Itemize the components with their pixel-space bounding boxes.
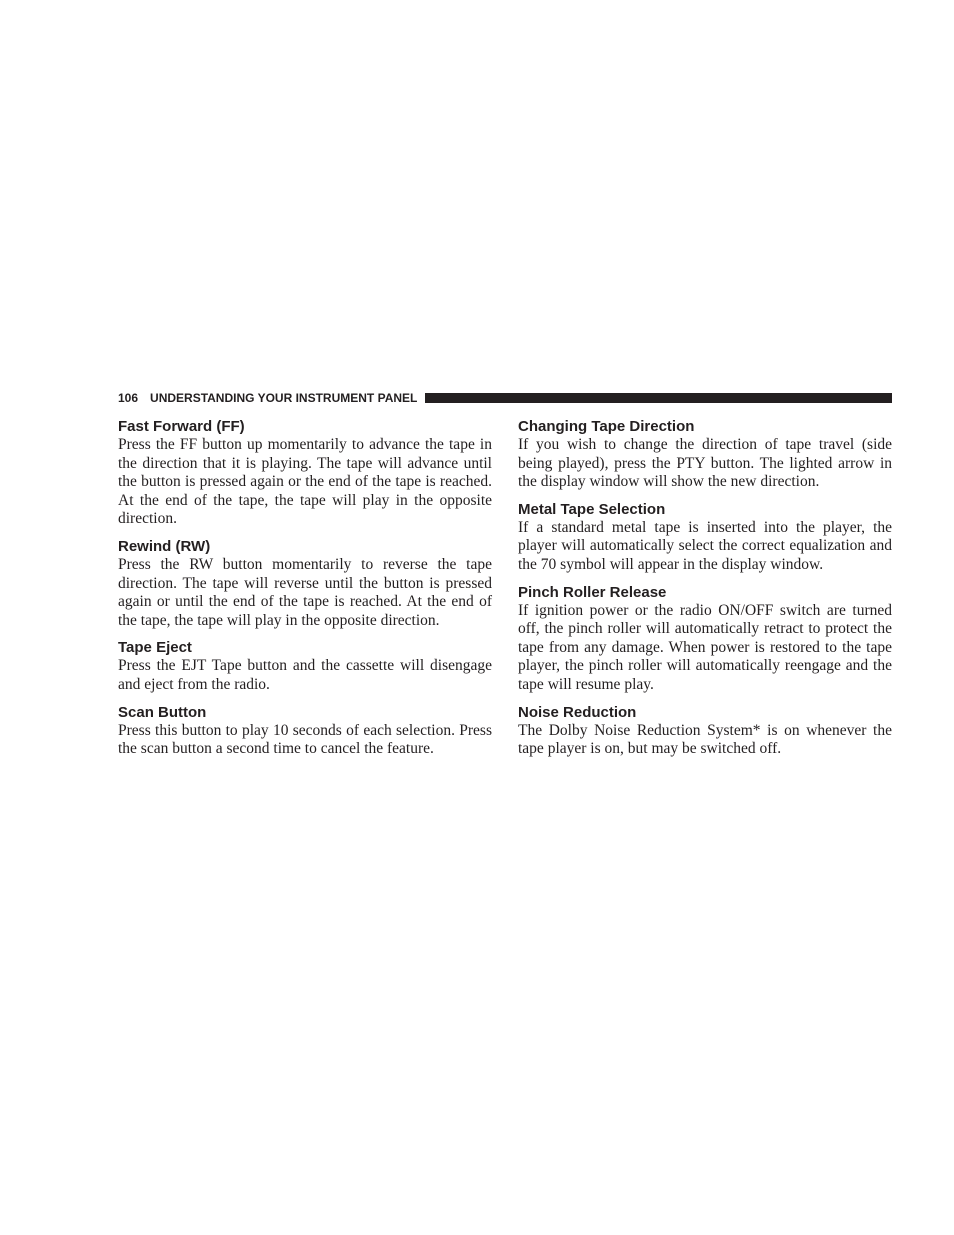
section-tape-eject [118,638,492,694]
section-heading: Scan Button [118,703,207,721]
section-noise-reduction [518,703,892,759]
section-body: Press the RW button momentarily to reverse the tape direction. The tape will reverse until the button is pressed again or until the end of the tape is reached. At the end of the tape, the tape will play in the opposite direction. [118,555,492,629]
section-heading: Pinch Roller Release [518,583,667,601]
section-metal-tape-selection [518,500,892,575]
section-heading: Rewind (RW) [118,537,211,555]
section-body: If ignition power or the radio ON/OFF switch are turned off, the pinch roller will automatically retract to protect the tape from any damage. When power is restored to the tape player, the pinch roller will automatically reengage and the tape will resume play. [518,601,892,693]
section-body: The Dolby Noise Reduction System* is on whenever the tape player is on, but may be switched off. [518,721,892,758]
section-title: UNDERSTANDING YOUR INSTRUMENT PANEL [150,391,418,405]
section-heading: Noise Reduction [518,703,637,721]
section-pinch-roller-release [518,583,892,695]
section-rewind [118,537,492,630]
section-fast-forward [118,417,492,529]
section-changing-tape-direction [518,417,892,492]
section-body: Press the EJT Tape button and the cassette will disengage and eject from the radio. [118,657,492,693]
left-column [118,417,492,767]
section-scan-button [118,703,492,759]
page-number: 106 [118,391,139,405]
section-body: If you wish to change the direction of tape travel (side being played), press the PTY button. The lighted arrow in the display window will show the new direction. [518,436,892,491]
section-heading: Fast Forward (FF) [118,418,245,435]
section-heading: Tape Eject [118,639,192,657]
right-column [518,417,892,767]
section-heading: Metal Tape Selection [518,500,666,518]
section-body: Press this button to play 10 seconds of each selection. Press the scan button a second time to cancel the feature. [118,721,492,758]
header-rule-bar [425,393,892,403]
section-body: If a standard metal tape is inserted into the player, the player will automatically select the correct equalization and the 70 symbol will appear in the display window. [518,518,892,573]
page-header [118,390,892,406]
section-heading: Changing Tape Direction [518,418,695,435]
section-body: Press the FF button up momentarily to advance the tape in the direction that it is playing. The tape will advance until the button is pressed again or the end of the tape is reached. At the end of the tape, the tape will play in the opposite direction. [118,436,492,528]
